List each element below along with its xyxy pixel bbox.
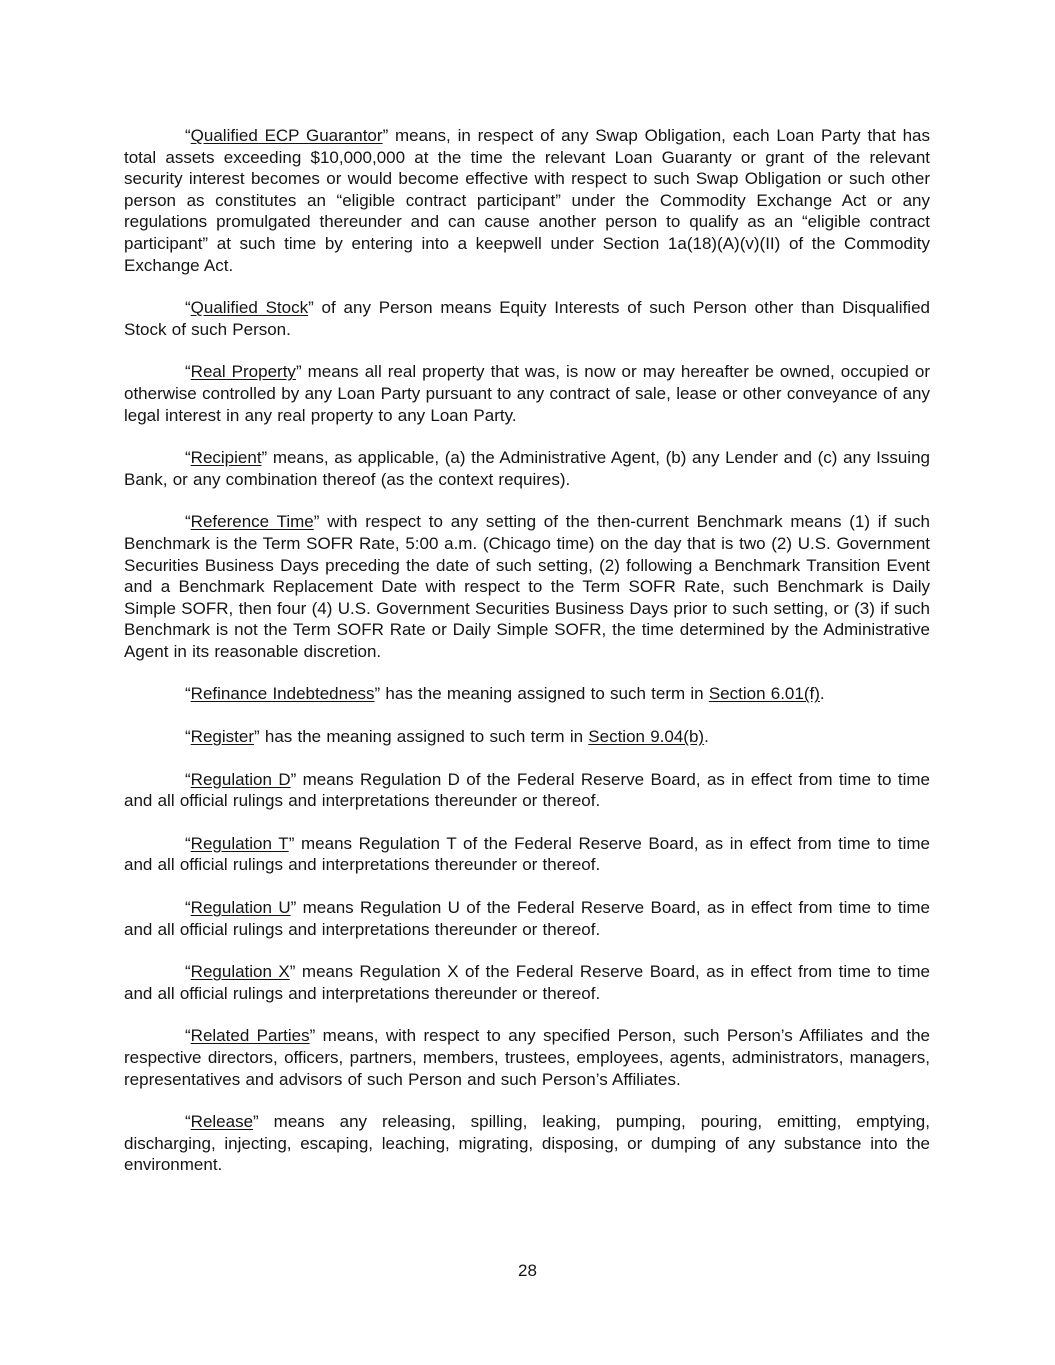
paragraph-text: ” means Regulation X of the Federal Reserve Board, as in effect from time to time and all official rulings and interpretations thereunder or thereof. (124, 962, 931, 1003)
definition-paragraph (124, 125, 930, 276)
defined-term: Qualified Stock (190, 298, 309, 318)
paragraph-text: . (704, 727, 709, 747)
definition-paragraph (124, 447, 930, 490)
defined-term: Related Parties (190, 1026, 310, 1046)
defined-term: Recipient (190, 448, 262, 468)
paragraph-text: ” with respect to any setting of the then-current Benchmark means (1) if such Benchmark is the Term SOFR Rate, 5:00 a.m. (Chicago time) on the day that is two (2) U.S. Government Securities Business Days preceding the date of such setting, (2) following a Benchmark Transition Event and a Benchmark Replacement Date with respect to the Term SOFR Rate, such Benchmark is Daily Simple SOFR, then four (4) U.S. Government Securities Business Days prior to such setting, or (3) if such Benchmark is not the Term SOFR Rate or Daily Simple SOFR, the time determined by the Administrative Agent in its reasonable discretion. (124, 512, 931, 661)
paragraph-text: ” means Regulation D of the Federal Reserve Board, as in effect from time to time and all official rulings and interpretations thereunder or thereof. (124, 769, 930, 811)
paragraph-text: “ (185, 684, 191, 704)
definition-paragraph (124, 897, 930, 940)
defined-term: Real Property (190, 362, 296, 382)
paragraph-text: “ (185, 126, 191, 145)
definition-paragraph (124, 683, 930, 705)
definition-paragraph (124, 361, 930, 426)
paragraph-text: ” means any releasing, spilling, leaking, pumping, pouring, emitting, emptying, discharging, injecting, escaping, leaching, migrating, disposing, or dumping of any substance into the environment. (124, 1112, 930, 1175)
paragraph-text: ” means, in respect of any Swap Obligation, each Loan Party that has total assets exceeding $10,000,000 at the time the relevant Loan Guaranty or grant of the relevant security interest becomes or would become effective with respect to such Swap Obligation or such other person as constitutes an “eligible contract participant” under the Commodity Exchange Act or any regulations promulgated thereunder and can cause another person to qualify as an “eligible contract participant” at such time by entering into a keepwell under Section 1a(18)(A)(v)(II) of the Commodity Exchange Act. (124, 126, 931, 275)
page-number: 28 (518, 1261, 537, 1280)
document-body (124, 104, 930, 1176)
defined-term: Regulation T (190, 833, 289, 853)
paragraph-text: ” of any Person means Equity Interests of such Person other than Disqualified Stock of such Person. (124, 298, 930, 339)
definition-paragraph (124, 961, 930, 1004)
paragraph-text: “ (185, 298, 191, 318)
paragraph-text: ” has the meaning assigned to such term in (374, 684, 709, 704)
definition-paragraph (124, 833, 930, 876)
defined-term: Refinance Indebtedness (190, 684, 375, 704)
definition-paragraph (124, 297, 930, 340)
paragraph-text: ” has the meaning assigned to such term in (253, 727, 589, 747)
paragraph-text: ” means, with respect to any specified Person, such Person’s Affiliates and the respective directors, officers, partners, members, trustees, employees, agents, administrators, managers, representatives and advisors of such Person and such Person’s Affiliates. (124, 1026, 930, 1089)
paragraph-text: ” means Regulation U of the Federal Reserve Board, as in effect from time to time and all official rulings and interpretations thereunder or thereof. (124, 898, 930, 939)
defined-term: Reference Time (190, 512, 314, 532)
defined-term: Release (190, 1112, 254, 1132)
definition-paragraph (124, 511, 930, 662)
paragraph-text: “ (185, 769, 191, 789)
defined-term: Section 9.04(b) (588, 727, 705, 747)
defined-term: Qualified ECP Guarantor (190, 126, 383, 145)
definition-paragraph (124, 726, 930, 748)
paragraph-text: “ (185, 898, 191, 918)
paragraph-text: “ (185, 962, 191, 982)
defined-term: Section 6.01(f) (708, 684, 820, 704)
defined-term: Regulation U (190, 898, 291, 918)
paragraph-text: . (819, 684, 825, 704)
defined-term: Regulation X (190, 962, 290, 982)
definition-paragraph (124, 1111, 930, 1176)
paragraph-text: “ (185, 727, 191, 747)
paragraph-text: “ (185, 512, 191, 532)
paragraph-text: “ (185, 833, 191, 853)
paragraph-text: “ (185, 362, 191, 382)
definition-paragraph (124, 769, 930, 812)
paragraph-text: ” means Regulation T of the Federal Reserve Board, as in effect from time to time and all official rulings and interpretations thereunder or thereof. (124, 833, 930, 875)
paragraph-text: “ (185, 1026, 191, 1046)
defined-term: Register (190, 727, 254, 747)
paragraph-text: ” means, as applicable, (a) the Administrative Agent, (b) any Lender and (c) any Issuing Bank, or any combination thereof (as the context requires). (124, 448, 930, 489)
paragraph-text: ” means all real property that was, is now or may hereafter be owned, occupied or otherwise controlled by any Loan Party pursuant to any contract of sale, lease or other conveyance of any legal interest in any real property to any Loan Party. (124, 362, 930, 425)
paragraph-text: “ (185, 1112, 191, 1132)
definition-paragraph (124, 1025, 930, 1090)
paragraph-text: “ (185, 448, 191, 468)
defined-term: Regulation D (190, 769, 291, 789)
